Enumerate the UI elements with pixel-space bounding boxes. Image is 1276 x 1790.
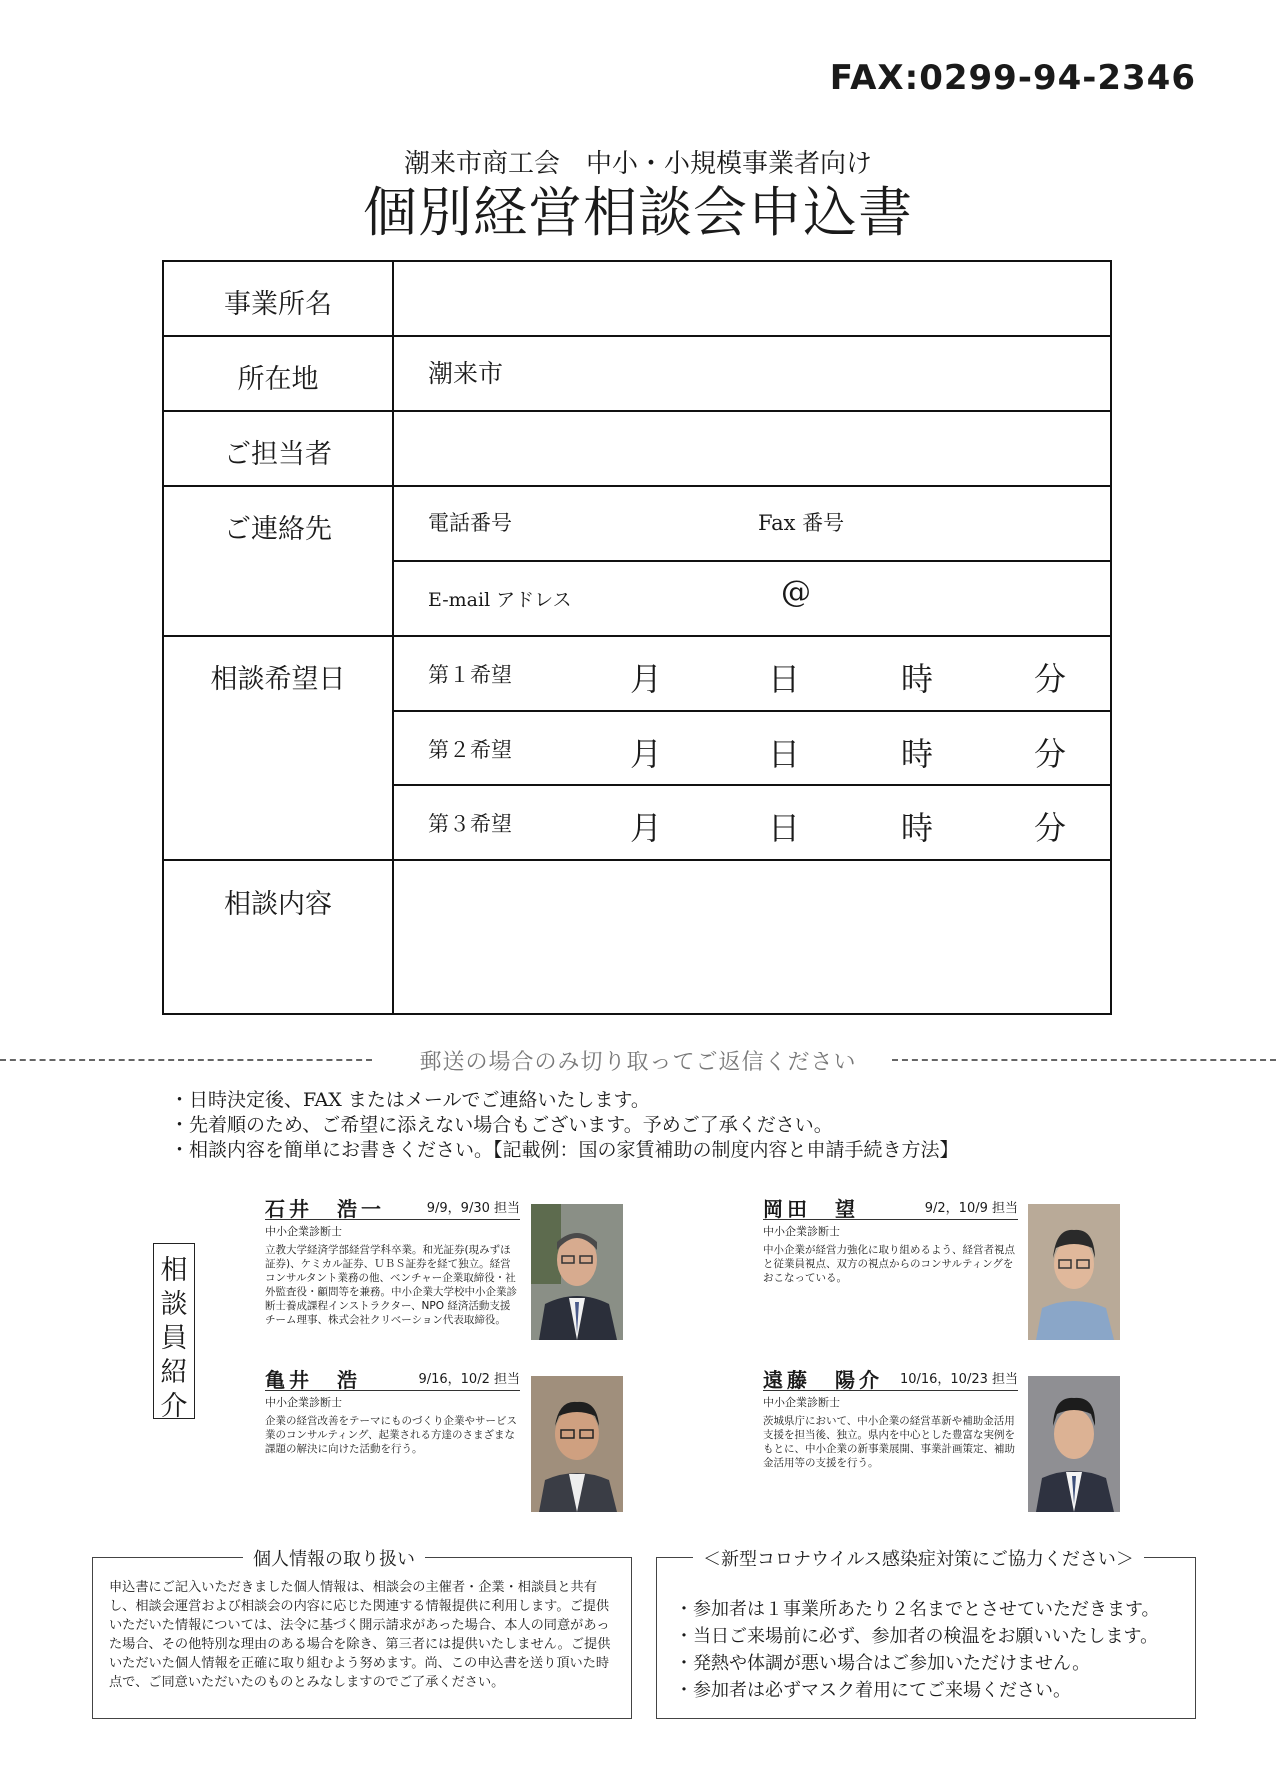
contact-label: ご連絡先 (224, 514, 332, 545)
email-label: E-mail アドレス (428, 589, 572, 611)
advisor-rule (265, 1390, 520, 1391)
contact-person-field[interactable] (394, 412, 1110, 484)
cut-line (0, 1045, 1276, 1075)
row-divider (164, 635, 1110, 637)
hour-unit: 時 (901, 735, 934, 773)
advisor-rule (265, 1219, 520, 1220)
advisor-name: 石井 浩一 (265, 1197, 385, 1221)
notes (170, 1088, 959, 1163)
row-divider (392, 560, 1110, 562)
day-unit: 日 (768, 809, 801, 847)
minute-unit: 分 (1034, 809, 1067, 847)
advisors-label (153, 1243, 195, 1422)
content-label: 相談内容 (224, 889, 332, 920)
hour-unit: 時 (901, 660, 934, 698)
row-divider (164, 485, 1110, 487)
minute-unit: 分 (1034, 735, 1067, 773)
minute-unit: 分 (1034, 660, 1067, 698)
corona-item: ・発熱や体調が悪い場合はご参加いただけません。 (675, 1653, 1091, 1674)
advisor-photo (1028, 1376, 1120, 1512)
advisors-label-char: 員 (160, 1323, 188, 1354)
note-item: ・先着順のため、ご希望に添えない場合もございます。予めご了承ください。 (170, 1114, 833, 1136)
application-form (162, 260, 1112, 1015)
choice-label: 第１希望 (428, 663, 512, 687)
advisor-role: 中小企業診断士 (763, 1396, 840, 1409)
advisor-bio: 茨城県庁において、中小企業の経営革新や補助金活用支援を担当後、独立。県内を中心とした豊富な実例をもとに、中小企業の新事業展開、事業計画策定、補助金活用等の支援を行う。 (763, 1415, 1015, 1469)
privacy-title: 個人情報の取り扱い (243, 1545, 425, 1571)
page-title: 個別経営相談会申込書 (363, 181, 913, 244)
advisor-name: 岡田 望 (763, 1197, 859, 1221)
advisor-name: 亀井 浩 (265, 1368, 361, 1392)
advisors-label-char: 談 (160, 1289, 188, 1320)
advisor-role: 中小企業診断士 (763, 1225, 840, 1238)
advisor-dates: 9/2，10/9 担当 (924, 1201, 1018, 1216)
business-name-label: 事業所名 (224, 289, 332, 320)
privacy-text: 申込書にご記入いただきました個人情報は、相談会の主催者・企業・相談員と共有し、相談会運営および相談会の内容に応じた関連する情報提供に利用します。ご提供いただいた情報については、法令に基づく開示請求があった場合、本人の同意があった場合、その他特別な理由のある場合を除き、第三者には提供いたしません。ご提供いただいた個人情報を正確に取り組むよう努めます。尚、この申込書を送り頂いた時点で、ご同意いただいたのものとみなしますのでご了承ください。 (109, 1580, 611, 1690)
advisor-photo (1028, 1204, 1120, 1340)
subtitle: 潮来市商工会 中小・小規模事業者向け (403, 149, 872, 179)
advisor-role: 中小企業診断士 (265, 1225, 342, 1238)
address-label: 所在地 (237, 364, 319, 395)
corona-item: ・当日ご来場前に必ず、参加者の検温をお願いいたします。 (675, 1626, 1159, 1647)
corona-title: ＜新型コロナウイルス感染症対策にご協力ください＞ (693, 1545, 1144, 1571)
cut-instruction: 郵送の場合のみ切り取ってご返信ください (419, 1050, 857, 1075)
row-divider (392, 710, 1110, 712)
month-unit: 月 (630, 809, 663, 847)
advisor-rule (763, 1219, 1018, 1220)
corona-item: ・参加者は必ずマスク着用にてご来場ください。 (675, 1680, 1071, 1701)
note-item: ・日時決定後、FAX またはメールでご連絡いたします。 (170, 1089, 650, 1111)
row-divider (164, 335, 1110, 337)
corona-item: ・参加者は１事業所あたり２名までとさせていただきます。 (675, 1599, 1160, 1620)
advisor-photo (531, 1376, 623, 1512)
row-divider (164, 859, 1110, 861)
advisor-photo (531, 1204, 623, 1340)
contact-person-label: ご担当者 (224, 439, 332, 470)
corona-box (656, 1549, 1196, 1719)
choice-label: 第２希望 (428, 738, 512, 762)
phone-label: 電話番号 (428, 511, 512, 535)
day-unit: 日 (768, 660, 801, 698)
advisors-label-char: 介 (160, 1391, 188, 1422)
month-unit: 月 (630, 660, 663, 698)
advisor-role: 中小企業診断士 (265, 1396, 342, 1409)
business-name-field[interactable] (394, 264, 1110, 334)
corona-list (675, 1596, 1160, 1704)
advisors-label-char: 紹 (160, 1357, 188, 1388)
fax-label: Fax 番号 (758, 511, 845, 535)
advisors-label-char: 相 (160, 1255, 188, 1286)
date-label: 相談希望日 (210, 664, 346, 695)
advisor-bio: 企業の経営改善をテーマにものづくり企業やサービス業のコンサルティング、起業される方達のさまざまな課題の解決に向けた活動を行う。 (265, 1415, 517, 1455)
advisor-bio: 立教大学経済学部経営学科卒業。和光証券(現みずほ証券)、ケミカル証券、ＵＢＳ証券を経て独立。経営コンサルタント業務の他、ベンチャー企業取締役・社外監査役・顧問等を兼務。中小企業大学校中小企業診断士養成課程インストラクター、NPO 経済活動支援チーム理事、株式会社クリベーション代表取締役。 (265, 1244, 517, 1326)
hour-unit: 時 (901, 809, 934, 847)
address-field[interactable]: 潮来市 (428, 359, 504, 388)
content-field[interactable] (394, 862, 1110, 1012)
privacy-box (92, 1549, 632, 1719)
at-sign: @ (781, 575, 811, 610)
fax-number: FAX:0299-94-2346 (829, 58, 1196, 98)
choice-label: 第３希望 (428, 812, 512, 836)
advisor-dates: 9/9，9/30 担当 (426, 1201, 520, 1216)
month-unit: 月 (630, 735, 663, 773)
advisor-name: 遠藤 陽介 (763, 1368, 883, 1392)
row-divider (392, 784, 1110, 786)
advisor-bio: 中小企業が経営力強化に取り組めるよう、経営者視点と従業員視点、双方の視点からのコンサルティングをおこなっている。 (763, 1244, 1015, 1284)
advisor-dates: 10/16，10/23 担当 (899, 1372, 1018, 1387)
day-unit: 日 (768, 735, 801, 773)
advisor-dates: 9/16，10/2 担当 (418, 1372, 520, 1387)
advisor-rule (763, 1390, 1018, 1391)
note-item: ・相談内容を簡単にお書きください。【記載例：国の家賃補助の制度内容と申請手続き方法】 (170, 1139, 959, 1161)
